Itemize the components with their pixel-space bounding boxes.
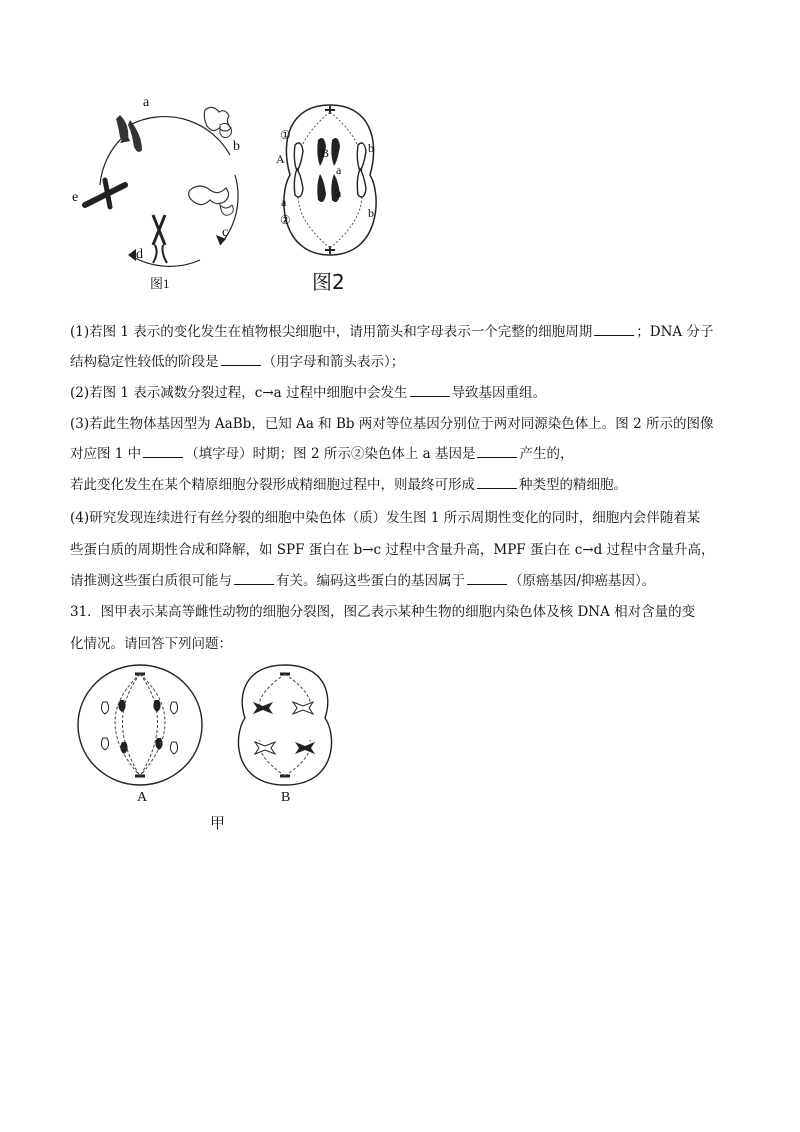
q31-line2: 化情况。请回答下列问题： [70,636,232,652]
q3-line1: (3)若此生物体基因型为 AaBb，已知 Aa 和 Bb 两对等位基因分别位于两对同源染色体上。图 2 所示的图像 [70,416,714,432]
fig2-label-b2: b [368,206,374,220]
fig1-label-d: d [136,247,143,262]
fig1-label-a: a [143,95,150,110]
answer-blank[interactable] [477,444,517,458]
answer-blank[interactable] [477,475,517,489]
q2-line: (2)若图 1 表示减数分裂过程，c→a 过程中细胞中会发生 导致基因重组。 [70,385,547,401]
fig-jia-caption: 甲 [210,814,226,832]
q1-line1: (1)若图 1 表示的变化发生在植物根尖细胞中，请用箭头和字母表示一个完整的细胞周期 ；DNA 分子 [70,324,714,340]
answer-blank[interactable] [143,444,183,458]
fig2-label-circle1: ① [280,128,291,142]
fig2-label-a3: a [336,186,342,200]
q4-line1: (4)研究发现连续进行有丝分裂的细胞中染色体（质）发生图 1 所示周期性变化的同时，细胞内会伴随着某 [70,510,701,526]
q1-line2: 结构稳定性较低的阶段是 （用字母和箭头表示）； [70,354,405,370]
answer-blank[interactable] [594,322,634,336]
answer-blank[interactable] [410,383,450,397]
q4-line3: 请推测这些蛋白质很可能与 有关。编码这些蛋白的基因属于 （原癌基因/抑癌基因）。 [70,573,656,589]
answer-blank[interactable] [234,571,274,585]
fig2-label-A: A [276,152,285,166]
figure-2 [270,100,400,300]
fig1-label-c: c [222,225,229,240]
fig2-label-a2: a [281,195,287,209]
figure-1 [70,95,270,295]
q4-line2: 些蛋白质的周期性合成和降解，如 SPF 蛋白在 b→c 过程中含量升高，MPF 蛋白在 c→d 过程中含量升高， [70,542,715,558]
q3-line3: 若此变化发生在某个精原细胞分裂形成精细胞过程中，则最终可形成 种类型的精细胞。 [70,477,627,493]
fig2-label-b1: b [368,141,374,155]
fig2-label-a1: a [336,163,342,177]
fig2-label-B: B [321,146,330,160]
fig1-caption: 图1 [150,276,170,291]
fig2-label-circle2: ② [280,213,291,227]
fig2-caption: 图2 [312,270,345,294]
figure-jia [75,660,365,835]
fig1-label-b: b [233,139,240,154]
q3-line2: 对应图 1 中 （填字母）时期；图 2 所示②染色体上 a 基因是 产生的， [70,446,574,462]
fig-jia-label-A: A [137,790,148,805]
fig-jia-label-B: B [281,790,291,805]
answer-blank[interactable] [221,352,261,366]
q31-line1: 31．图甲表示某高等雌性动物的细胞分裂图，图乙表示某种生物的细胞内染色体及核 DNA 相对含量的变 [70,604,696,620]
answer-blank[interactable] [467,571,507,585]
fig1-label-e: e [72,190,79,205]
